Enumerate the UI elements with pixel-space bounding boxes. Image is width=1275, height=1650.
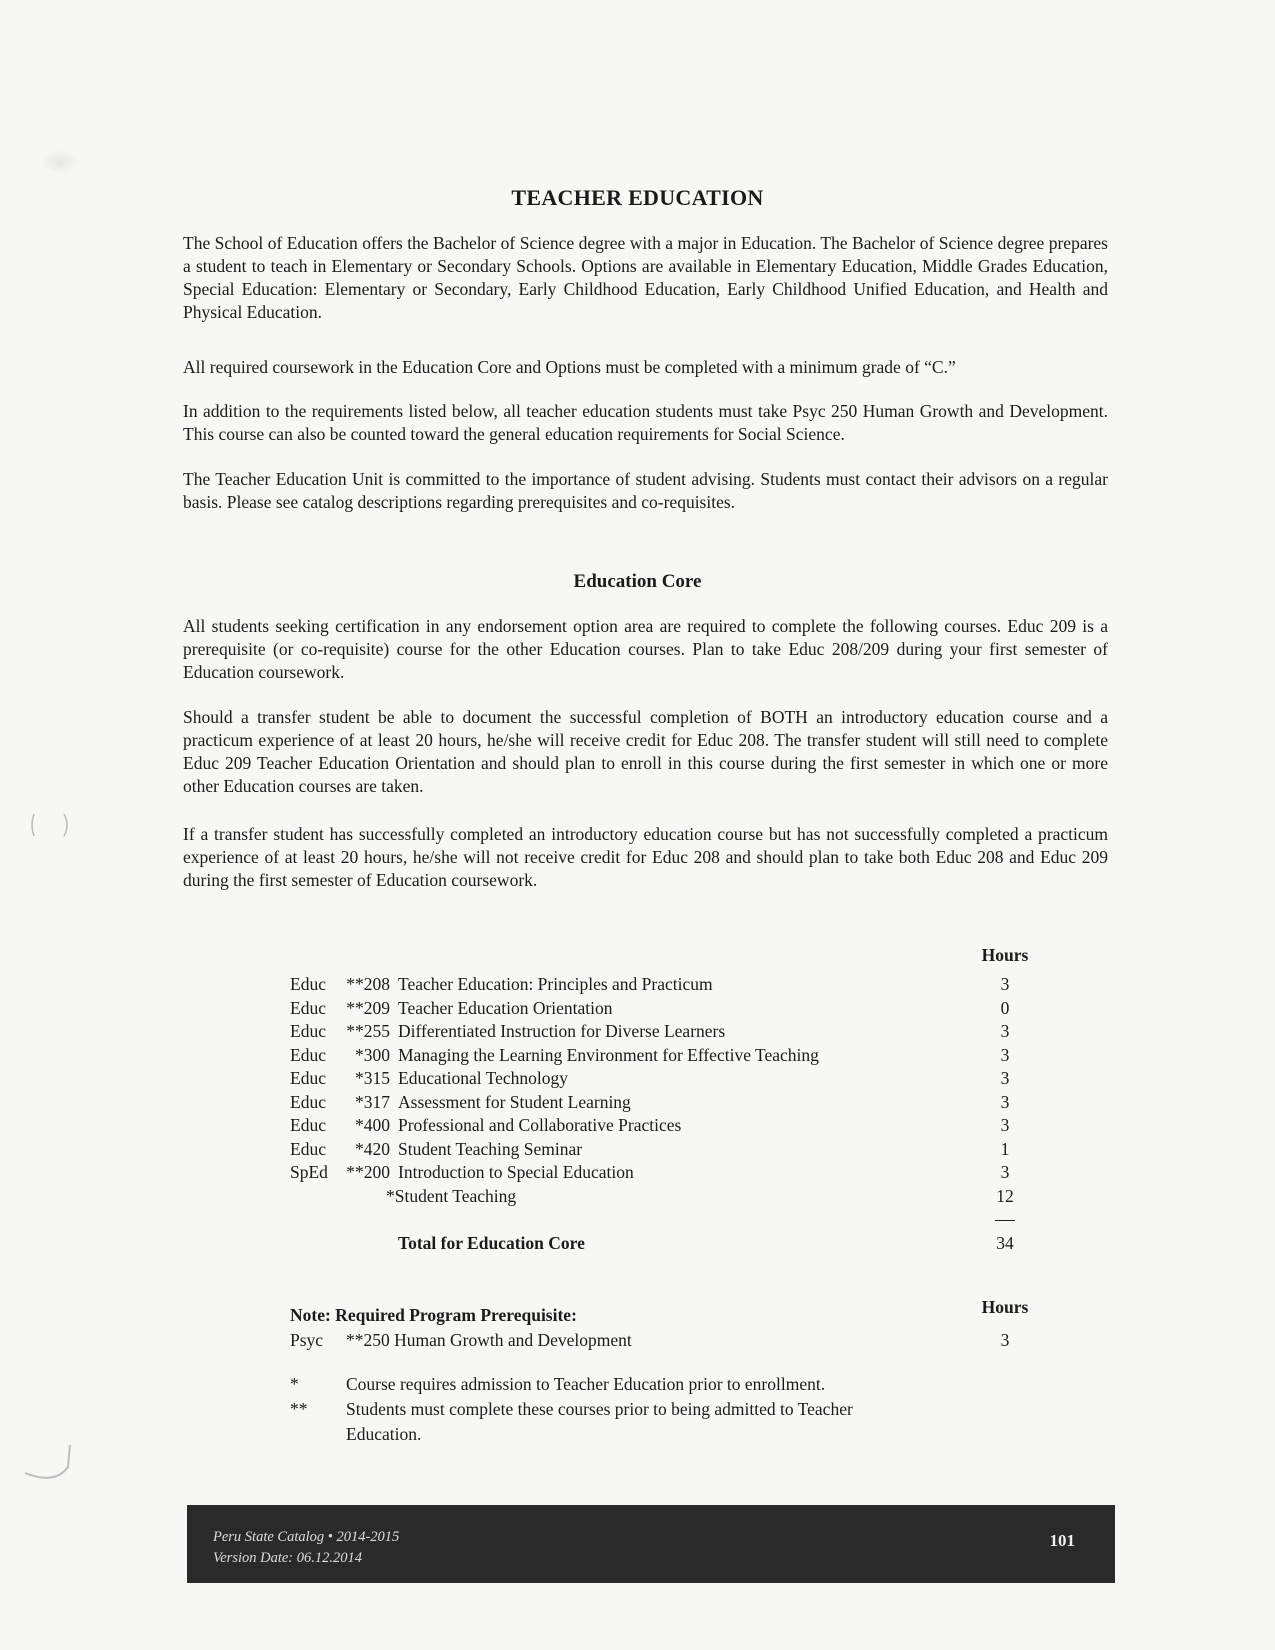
scan-smudge <box>40 150 80 174</box>
total-divider <box>995 1220 1015 1221</box>
footnote-text: Course requires admission to Teacher Education prior to enrollment. <box>346 1374 826 1394</box>
course-hours: 3 <box>1000 1044 1010 1065</box>
course-title: Student Teaching Seminar <box>398 1138 583 1159</box>
course-number: *420 <box>355 1138 390 1159</box>
course-hours: 3 <box>1000 1091 1010 1112</box>
footnote-mark: ** <box>290 1399 308 1419</box>
footer-catalog: Peru State Catalog • 2014-2015 <box>213 1529 400 1545</box>
core-paragraph: If a transfer student has successfully completed an introductory education course but has not successfully completed a practicum experience of at least 20 hours, he/she will not receive credit for Educ 208 and should plan to take both Educ 208 and Educ 209 during the first semester of Education coursework. <box>183 824 1108 890</box>
course-title: Managing the Learning Environment for Effective Teaching <box>398 1044 819 1065</box>
course-dept: Educ <box>290 997 326 1018</box>
course-hours: 3 <box>1000 1115 1010 1135</box>
course-number: *315 <box>355 1068 390 1088</box>
course-hours: 12 <box>996 1185 1014 1206</box>
course-dept: Educ <box>290 1115 326 1135</box>
course-hours: 3 <box>1000 1330 1010 1350</box>
course-title: Educational Technology <box>398 1068 569 1088</box>
course-number: *300 <box>355 1044 390 1065</box>
course-dept: Educ <box>290 974 326 994</box>
course-title: Teacher Education Orientation <box>398 997 613 1018</box>
course-dept: Educ <box>290 1091 326 1112</box>
course-hours: 1 <box>1000 1138 1010 1159</box>
footnote-text: Students must complete these courses prior to being admitted to Teacher Education. <box>346 1399 853 1444</box>
footnote <box>290 1397 930 1447</box>
course-number: **208 <box>346 974 390 994</box>
footnote-mark: * <box>290 1374 299 1394</box>
table-row <box>290 1186 1070 1210</box>
table-row <box>290 1021 1070 1045</box>
intro-paragraph: The Teacher Education Unit is committed to the importance of student advising. Students must contact their advisors on a regular basis. Please see catalog descriptions regarding prerequisites and co-requisites. <box>183 469 1108 512</box>
course-number: **209 <box>346 997 390 1018</box>
table-row <box>290 1115 1070 1139</box>
section-heading: Education Core <box>573 571 702 592</box>
core-paragraph: Should a transfer student be able to document the successful completion of BOTH an introductory education course and a practicum experience of at least 20 hours, he/she will receive credit for Educ 208. The transfer student will still need to complete Educ 209 Teacher Education Orientation and should plan to enroll in this course during the first semester in which one or more other Education courses are taken. <box>183 707 1108 796</box>
footer-version: Version Date: 06.12.2014 <box>213 1550 363 1566</box>
table-row <box>290 1162 1070 1186</box>
total-hours: 34 <box>996 1233 1014 1253</box>
note-label: Note: Required Program Prerequisite: <box>290 1305 577 1325</box>
hours-column-header: Hours <box>981 945 1029 965</box>
course-number: *400 <box>355 1115 390 1135</box>
scan-mark <box>28 810 78 840</box>
course-title: Differentiated Instruction for Diverse Learners <box>398 1021 726 1041</box>
table-row <box>290 998 1070 1022</box>
page-footer <box>187 1505 1115 1583</box>
table-row <box>290 1139 1070 1163</box>
course-dept: Psyc <box>290 1330 324 1350</box>
table-row <box>290 1092 1070 1116</box>
footer-catalog-info <box>213 1527 399 1569</box>
intro-paragraph: The School of Education offers the Bachelor of Science degree with a major in Education. The Bachelor of Science degree prepares a student to teach in Elementary or Secondary Schools. Options are available in Elementary Education, Middle Grades Education, Special Education: Elementary or Secondary, Early Childhood Education, Early Childhood Unified Education, and Health and Physical Education. <box>183 233 1108 322</box>
course-hours: 3 <box>1000 1021 1010 1041</box>
course-hours: 3 <box>1000 1068 1010 1088</box>
course-title: Introduction to Special Education <box>398 1162 634 1182</box>
course-number: **200 <box>346 1162 390 1182</box>
table-row <box>290 1045 1070 1069</box>
total-row <box>290 1233 1070 1257</box>
course-hours: 3 <box>1000 974 1010 994</box>
hours-column-header: Hours <box>981 1297 1029 1317</box>
course-title: Assessment for Student Learning <box>398 1091 631 1112</box>
course-title: Teacher Education: Principles and Practicum <box>398 974 713 994</box>
course-dept: Educ <box>290 1044 326 1065</box>
table-row <box>290 1068 1070 1092</box>
core-paragraph: All students seeking certification in any endorsement option area are required to complete the following courses. Educ 209 is a prerequisite (or co-requisite) course for the other Education courses. Plan to take Educ 208/209 during your first semester of Education coursework. <box>183 616 1108 682</box>
course-hours: 3 <box>1000 1162 1010 1182</box>
total-label: Total for Education Core <box>398 1233 585 1253</box>
course-number: *317 <box>355 1091 390 1112</box>
course-dept: Educ <box>290 1138 326 1159</box>
course-number: **255 <box>346 1021 390 1041</box>
course-hours: 0 <box>1000 997 1010 1018</box>
intro-paragraph: In addition to the requirements listed below, all teacher education students must take Psyc 250 Human Growth and Development. This course can also be counted toward the general education requirements for Social Science. <box>183 401 1108 444</box>
course-dept: SpEd <box>290 1162 328 1182</box>
footnote <box>290 1372 930 1397</box>
scan-mark <box>20 1425 80 1485</box>
page-number: 101 <box>1049 1531 1075 1550</box>
footnotes <box>290 1372 930 1447</box>
course-dept: Educ <box>290 1021 326 1041</box>
course-title: **250 Human Growth and Development <box>346 1330 632 1350</box>
course-title: Professional and Collaborative Practices <box>398 1115 682 1135</box>
course-title: *Student Teaching <box>386 1185 517 1206</box>
page-title: TEACHER EDUCATION <box>511 185 764 210</box>
course-dept: Educ <box>290 1068 326 1088</box>
intro-paragraph: All required coursework in the Education Core and Options must be completed with a minimum grade of “C.” <box>183 357 956 377</box>
table-row <box>290 974 1070 998</box>
